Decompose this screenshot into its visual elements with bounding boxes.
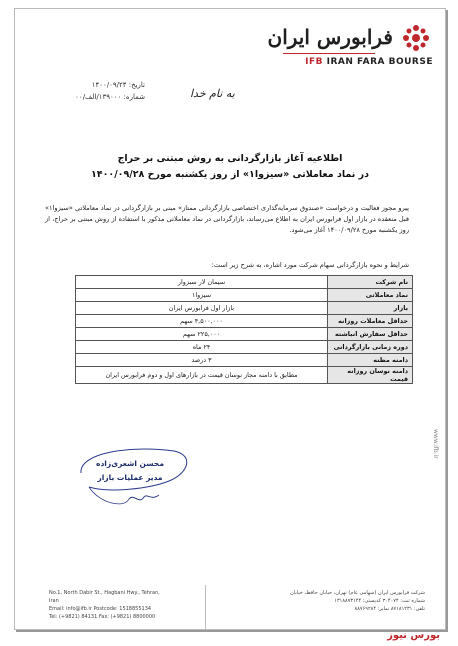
title-line-1: اطلاعیه آغاز بازارگردانی به روش مبتنی بر حراج [117,153,343,164]
footer-english-address: No.1, North Dabir St., Hagbani Hwy., Tehran, Iran Email: info@ifb.ir Postcode: 1518855134 Tel: (+9821) 84131 Fax: (+9821) 8800000 [49,590,160,620]
website-url: www.ifb.ir [432,429,439,459]
row-value: ۲۴ ماه [76,341,328,354]
document-page [14,8,446,630]
row-key: حداقل معاملات روزانه [328,315,413,328]
market-making-table [75,275,413,384]
row-value: ۴,۵۰۰,۰۰۰ سهم [76,315,328,328]
row-key: دامنه مظنه [328,354,413,367]
logo-english-text: IFB IRAN FARA BOURSE [305,57,433,67]
title-line-2: در نماد معاملاتی «سیزوا۱» از روز یکشنبه مورخ ۱۴۰۰/۰۹/۲۸ [91,169,369,180]
row-key: دوره زمانی بازارگردانی [328,341,413,354]
row-key: حداقل سفارش انباشته [328,328,413,341]
signatory-role: مدیر عملیات بازار [97,473,163,482]
table-row [76,315,413,328]
table-row [76,367,413,384]
table-row [76,341,413,354]
row-value: مطابق با دامنه مجاز نوسان قیمت در بازارهای اول و دوم فرابورس ایران [76,367,328,384]
row-value: سیزوا۱ [76,289,328,302]
row-key: نام شرکت [328,276,413,289]
ifb-emblem-icon [401,23,431,53]
signatory [85,457,175,485]
row-value: ۳ درصد [76,354,328,367]
table-row [76,328,413,341]
letter-date: تاریخ: ۱۴۰۰/۰۹/۲۴ [91,81,145,89]
footer-divider [205,585,206,629]
table-row [76,302,413,315]
bismillah-heading: به نام خدا [190,87,235,100]
table-row [76,289,413,302]
company-logo [267,19,433,71]
signatory-name: محسن اشعری‌زاده [96,459,164,468]
table-intro: شرایط و نحوه بازارگردانی سهام شرکت مورد اشاره، به شرح زیر است: [211,261,409,269]
row-value: بازار اول فرابورس ایران [76,302,328,315]
row-key: نماد معاملاتی [328,289,413,302]
footer-persian-address: شرکت فرابورس ایران (سهامی عام) تهران، خیابان حافظ، خیابان شماره ثبت: ۳۰۴۰۷۴ کدپستی: ۱۳۱۸۸۷۳۱۴۴ تلفن: ۸۷۱۸۱۲۳۱ نمابر: ۸۸۷۶۹۲۸۴ [290,590,425,612]
notice-paragraph: پیرو مجوز فعالیت و درخواست «صندوق سرمایه‌گذاری اختصاصی بازارگردانی ممتاز» مبنی بر بازارگردانی در نماد معاملاتی «سیزوا۱» قبل منعقده در بازار اول فرابورس ایران به اطلاع می‌رساند، بازارگردانی در نماد معاملاتی مذکور با استفاده از روش مبتنی بر حراج، از روز یکشنبه مورخ ۱۴۰۰/۰۹/۲۸ آغاز می‌شود. [45,204,409,234]
logo-persian-text: فرابورس ایران [267,25,393,49]
row-key: دامنه نوسان روزانه قیمت [328,367,413,384]
letter-meta [55,81,145,105]
table-row [76,354,413,367]
row-value: سیمان لار سبزوار [76,276,328,289]
row-value: ۲۲۵,۰۰۰ سهم [76,328,328,341]
news-watermark: بورس نیوز [387,630,440,641]
letter-number: شماره: ۱۳۹۰۰۰/الف/۰۰ [75,93,145,101]
notice-title [55,151,405,183]
row-key: بازار [328,302,413,315]
table-row [76,276,413,289]
logo-underline [283,53,375,54]
